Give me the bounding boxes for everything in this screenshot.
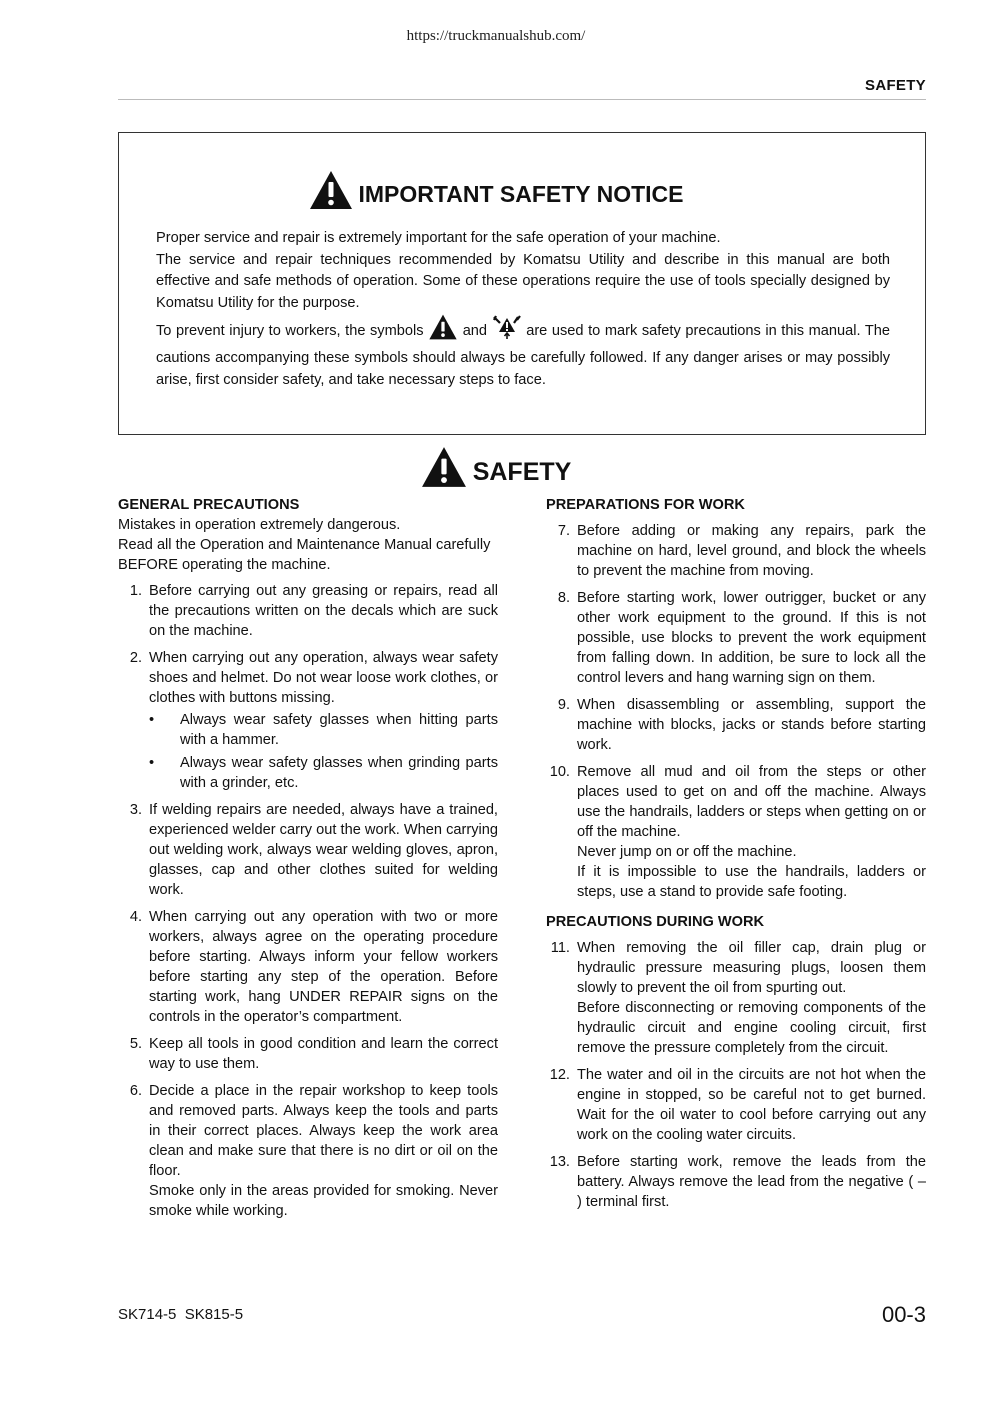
item-number: 10. [549, 764, 570, 780]
item-text: When carrying out any operation, always wear safety shoes and helmet. Do not wear loose work clothes, or clothes with buttons missing. [149, 650, 498, 706]
right-column [546, 495, 926, 1219]
item-text: Before adding or making any repairs, park the machine on hard, level ground, and block the wheels to prevent the machine from moving. [577, 523, 926, 579]
general-precautions-heading: GENERAL PRECAUTIONS [118, 497, 300, 513]
bullet-text: Always wear safety glasses when hitting parts with a hammer. [180, 712, 498, 748]
item-text: When disassembling or assembling, support the machine with blocks, jacks or stands before starting work. [577, 697, 926, 753]
list-item [546, 1065, 926, 1145]
item-text: Decide a place in the repair workshop to keep tools and removed parts. Always keep the tools and parts in their correct places. Always keep the work area clean and make sure that there is no dirt or oil on the floor. [149, 1083, 498, 1179]
notice-title: IMPORTANT SAFETY NOTICE [358, 181, 684, 207]
bullet-item [149, 710, 498, 750]
item-number: 7. [557, 523, 570, 539]
notice-symbols-line [156, 314, 890, 391]
general-intro [118, 515, 498, 575]
bullet-item [149, 753, 498, 793]
item-text: If welding repairs are needed, always have a trained, experienced welder carry out the work. When carrying out welding work, always wear welding gloves, apron, glasses, cap and other clothes suited for welding work. [149, 802, 498, 898]
item-extra-text: Never jump on or off the machine. [577, 844, 797, 860]
bullet-icon: • [149, 712, 155, 728]
during-work-list [546, 938, 926, 1212]
list-item [546, 762, 926, 902]
item-text: When carrying out any operation with two or more workers, always agree on the operating procedure before starting. Always inform your fellow workers before starting any step of the operation. Before starting work, hang UNDER REPAIR signs on the controls in the operator’s compartment. [149, 909, 498, 1025]
safety-title-row [0, 446, 992, 495]
header-divider [118, 99, 926, 100]
notice-body [156, 228, 890, 391]
footer-models: SK714-5 SK815-5 [118, 1306, 244, 1323]
symbols-text-post: are used to mark safety precautions in this manual. The cautions accompanying these symbols should always be carefully followed. If any danger arises or may possibly arise, first consider safety, and take necessary steps to face. [156, 323, 890, 388]
warning-triangle-icon [428, 314, 458, 348]
list-item [546, 938, 926, 1058]
item-text: The water and oil in the circuits are not hot when the engine in stopped, so be careful not to get burned. Wait for the oil water to cool before carrying out any work on the cooling water circuits. [577, 1067, 926, 1143]
item-number: 1. [129, 583, 142, 599]
list-item [118, 1081, 498, 1221]
warning-triangle-icon [421, 446, 467, 495]
left-column [118, 495, 498, 1228]
page-number: 00-3 [881, 1302, 926, 1327]
list-item [546, 1152, 926, 1212]
notice-line: Proper service and repair is extremely important for the safe operation of your machine. [156, 230, 721, 246]
item-text: Before carrying out any greasing or repairs, read all the precautions written on the decals which are suck on the machine. [149, 583, 498, 639]
list-item [118, 907, 498, 1027]
list-item [546, 588, 926, 688]
list-item [546, 695, 926, 755]
bullet-text: Always wear safety glasses when grinding parts with a grinder, etc. [180, 755, 498, 791]
item-number: 13. [549, 1154, 570, 1170]
list-item [118, 648, 498, 793]
item-number: 11. [550, 940, 570, 956]
intro-line: Read all the Operation and Maintenance Manual carefully BEFORE operating the machine. [118, 537, 491, 573]
general-list [118, 581, 498, 1221]
notice-line: The service and repair techniques recommended by Komatsu Utility and describe in this manual are both effective and safe methods of operation. Some of these operations require the use of tools specially designed by Komatsu Utility for the purpose. [156, 251, 890, 311]
list-item [118, 800, 498, 900]
item-text: Remove all mud and oil from the steps or other places used to get on and off the machine. Always use the handrails, ladders or steps when getting on or off the machine. [577, 764, 926, 840]
notice-title-row [0, 170, 992, 216]
item-number: 6. [129, 1083, 142, 1099]
item-number: 4. [129, 909, 142, 925]
symbols-text-and: and [462, 323, 488, 340]
safety-title: SAFETY [472, 458, 572, 486]
item-extra-text: Before disconnecting or removing components of the hydraulic circuit and engine cooling circuit, first remove the pressure completely from the circuit. [577, 1000, 926, 1056]
preparations-heading: PREPARATIONS FOR WORK [546, 497, 745, 513]
source-url[interactable]: https://truckmanualshub.com/ [406, 28, 586, 44]
item-extra-text: If it is impossible to use the handrails, ladders or steps, use a stand to provide safe footing. [577, 864, 926, 900]
list-item [546, 521, 926, 581]
symbols-text-pre: To prevent injury to workers, the symbols [156, 323, 424, 340]
item-text: When removing the oil filler cap, drain plug or hydraulic pressure measuring plugs, loosen them slowly to prevent the oil from spurting out. [577, 940, 926, 996]
warning-triangle-icon [309, 170, 353, 216]
item-number: 12. [549, 1067, 570, 1083]
preparations-list [546, 521, 926, 902]
item-text: Before starting work, remove the leads from the battery. Always remove the lead from the negative ( – ) terminal first. [577, 1154, 926, 1210]
section-header: SAFETY [865, 77, 926, 94]
item-number: 5. [129, 1036, 142, 1052]
bullet-icon: • [149, 755, 155, 771]
item-extra-text: Smoke only in the areas provided for smoking. Never smoke while working. [149, 1183, 498, 1219]
item-text: Keep all tools in good condition and learn the correct way to use them. [149, 1036, 498, 1072]
bullet-list [149, 710, 498, 793]
item-number: 2. [129, 650, 142, 666]
item-number: 8. [557, 590, 570, 606]
tools-warning-icon [492, 314, 522, 348]
list-item [118, 1034, 498, 1074]
item-number: 9. [557, 697, 570, 713]
list-item [118, 581, 498, 641]
intro-line: Mistakes in operation extremely dangerous. [118, 517, 401, 533]
item-text: Before starting work, lower outrigger, bucket or any other work equipment to the ground. If this is not possible, use blocks to prevent the work equipment from falling down. In addition, be sure to lock all the control levers and hang warning sign on them. [577, 590, 926, 686]
during-work-heading: PRECAUTIONS DURING WORK [546, 914, 765, 930]
item-number: 3. [129, 802, 142, 818]
